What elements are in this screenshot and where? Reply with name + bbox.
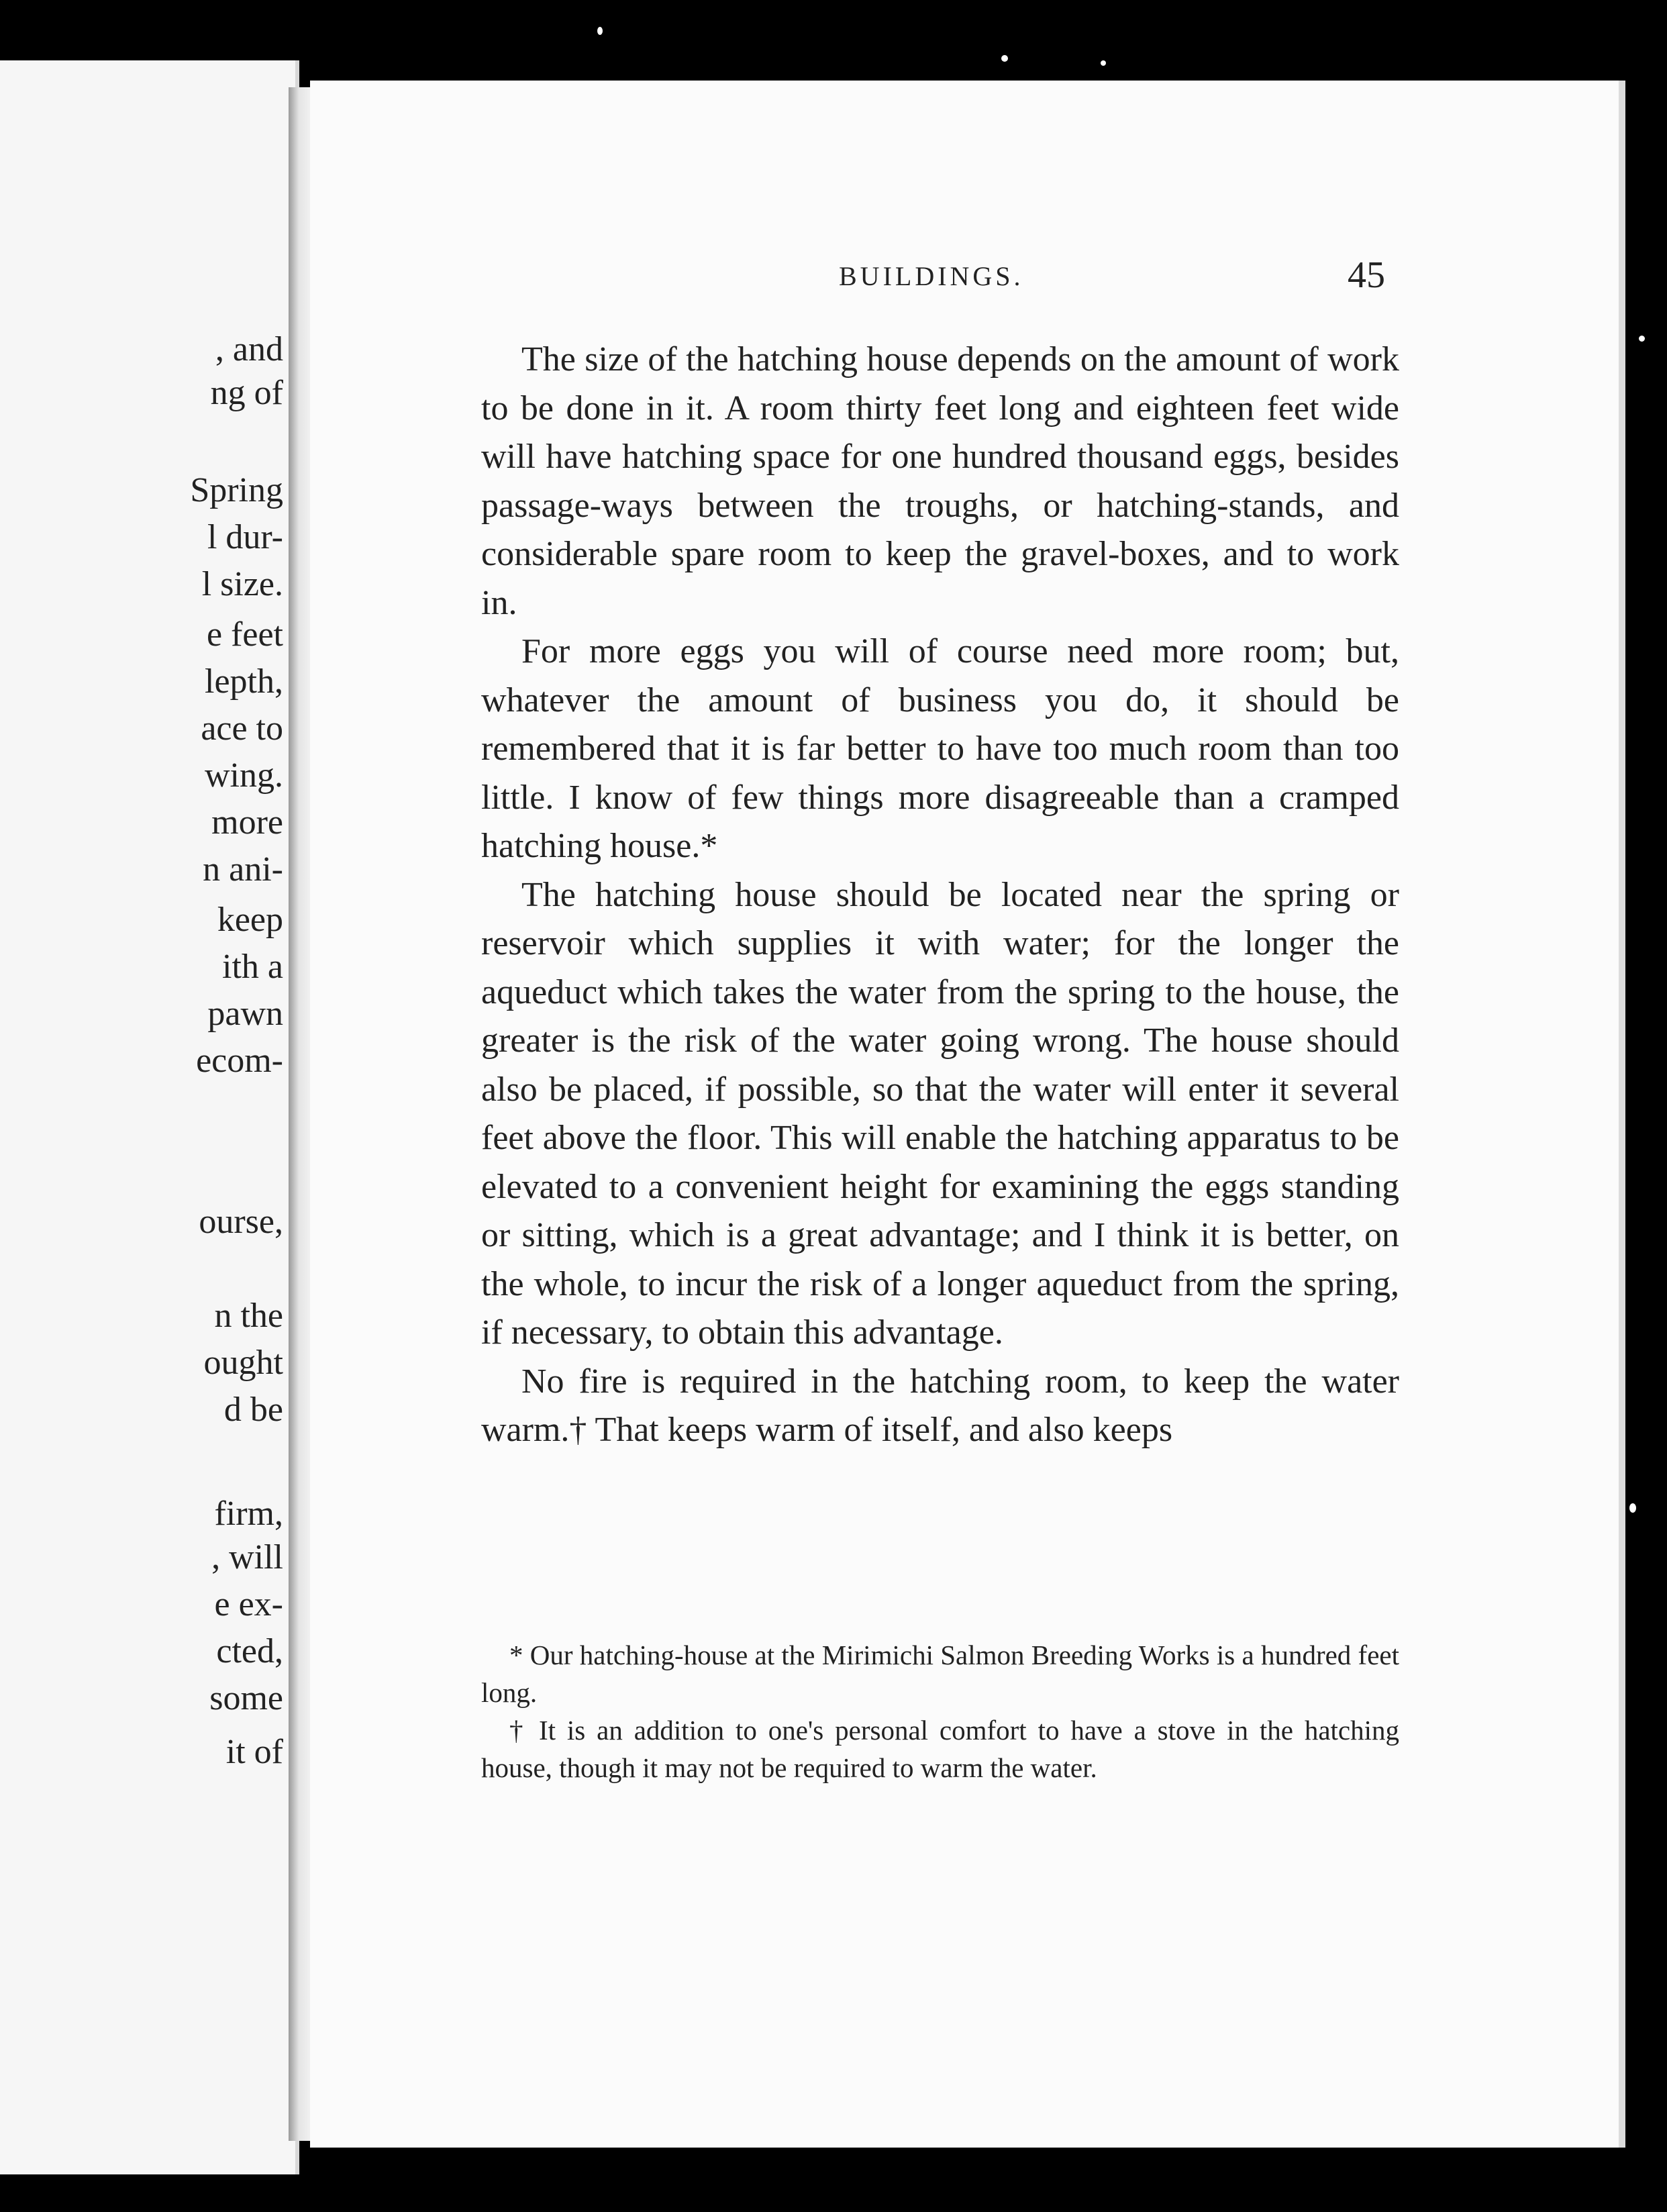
scan-speck [597, 27, 603, 35]
left-page-line: ourse, [199, 1203, 283, 1241]
left-page-line: cted, [216, 1632, 283, 1670]
left-page-line: it of [225, 1733, 283, 1771]
left-page [0, 60, 299, 2174]
scan-speck [1101, 60, 1106, 66]
paragraph: No fire is required in the hatching room, to keep the water warm.† That keeps warm of itself, and also keeps [481, 1362, 1399, 1449]
left-page-line: wing. [205, 756, 283, 795]
left-page-line: firm, [214, 1495, 283, 1533]
scan-speck [1639, 336, 1645, 342]
left-page-line: , and [215, 330, 283, 368]
footnote: * Our hatching-house at the Mirimichi Salmon Breeding Works is a hundred feet long. [481, 1640, 1399, 1708]
left-page-line: lepth, [205, 662, 283, 701]
book-gutter [289, 87, 311, 2141]
left-page-line: Spring [190, 471, 283, 509]
paragraph: The hatching house should be located near the spring or reservoir which supplies it with water; for the longer the aqueduct which takes the water from the spring to the house, the greater is the risk of the water going wrong. The house should also be placed, if possible, so that the water will enter it several feet above the floor. This will enable the hatching apparatus to be elevated to a convenient height for examining the eggs standing or sitting, which is a great advantage; and I think it is better, on the whole, to incur the risk of a longer aqueduct from the spring, if necessary, to obtain this advantage. [481, 875, 1399, 1352]
left-page-line: keep [217, 901, 283, 939]
left-page-line: ought [203, 1344, 283, 1382]
left-page-line: n the [214, 1297, 283, 1335]
paragraph: The size of the hatching house depends on the amount of work to be done in it. A room thirty feet long and eighteen feet wide will have hatching space for one hundred thousand eggs, besides passage-ways between the troughs, or hatching-stands, and considerable spare room to keep the gravel-boxes, and to work in. [481, 340, 1399, 622]
scan-speck [1001, 55, 1008, 62]
left-page-line: pawn [207, 995, 283, 1033]
left-page-line: some [209, 1679, 283, 1717]
left-page-line: , will [211, 1538, 283, 1576]
left-page-line: ith a [222, 948, 283, 986]
left-page-line: l size. [201, 565, 283, 603]
paragraph: For more eggs you will of course need more room; but, whatever the amount of business you do, it should be remembered that it is far better to have too much room than too little. I know of few things more disagreeable than a cramped hatching house.* [481, 632, 1399, 865]
right-page [310, 81, 1625, 2148]
left-page-line: e feet [206, 615, 283, 654]
footnote: † It is an addition to one's personal comfort to have a stove in the hatching house, though it may not be required to warm the water. [481, 1715, 1399, 1783]
left-page-line: n ani- [203, 850, 283, 889]
scan-speck [1629, 1503, 1636, 1513]
left-page-line: e ex- [214, 1585, 283, 1623]
left-page-line: more [211, 803, 283, 842]
left-page-line: l dur- [207, 518, 283, 556]
page-number: 45 [1348, 254, 1385, 296]
left-page-line: d be [223, 1391, 283, 1429]
running-head: BUILDINGS. [839, 261, 1024, 291]
body-text [481, 336, 1399, 1455]
left-page-line: ecom- [196, 1042, 283, 1080]
footnotes [481, 1636, 1399, 1787]
left-page-line: ace to [201, 709, 283, 748]
left-page-line: ng of [210, 374, 283, 412]
